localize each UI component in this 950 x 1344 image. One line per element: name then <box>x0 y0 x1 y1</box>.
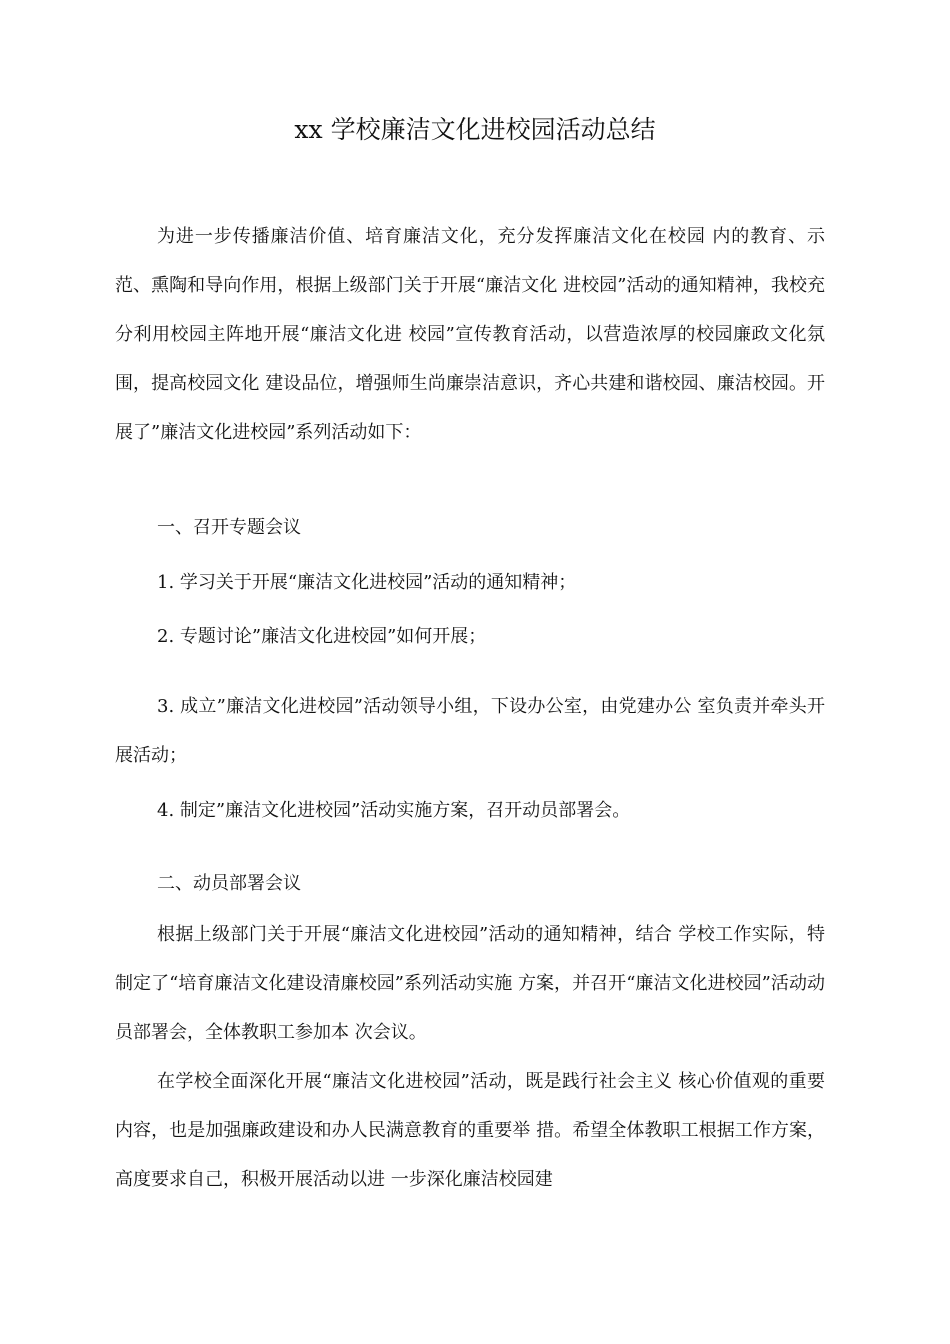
intro-paragraph: 为进一步传播廉洁价值、培育廉洁文化，充分发挥廉洁文化在校园 内的教育、示范、熏陶和导向作用，根据上级部门关于开展“廉洁文化 进校园”活动的通知精神，我校充分利用校园主阵地开展“廉洁文化进 校园”宣传教育活动，以营造浓厚的校园廉政文化氛围，提高校园文化 建设品位，增强师生尚廉崇洁意识，齐心共建和谐校园、廉洁校园。开 展了”廉洁文化进校园”系列活动如下： <box>115 226 825 443</box>
section2-paragraph-2: 在学校全面深化开展“廉洁文化进校园”活动，既是践行社会主义 核心价值观的重要内容，也是加强廉政建设和办人民满意教育的重要举 措。希望全体教职工根据工作方案，高度要求自己，积极开展活动以进 一步深化廉洁校园建 <box>115 1071 825 1190</box>
section1-item-1: 1. 学习关于开展“廉洁文化进校园”活动的通知精神； <box>157 572 577 593</box>
section2-heading: 二、动员部署会议 <box>157 873 301 894</box>
document-title: xx 学校廉洁文化进校园活动总结 <box>294 115 656 144</box>
section1-item-2: 2. 专题讨论”廉洁文化进校园”如何开展； <box>157 626 487 647</box>
section1-item-4: 4. 制定”廉洁文化进校园”活动实施方案，召开动员部署会。 <box>157 800 631 821</box>
section1-heading: 一、召开专题会议 <box>157 517 301 538</box>
section1-item-3: 3. 成立”廉洁文化进校园”活动领导小组，下设办公室，由党建办公 室负责并牵头开展活动； <box>115 696 825 766</box>
section2-paragraph-1: 根据上级部门关于开展“廉洁文化进校园”活动的通知精神，结合 学校工作实际，特制定了“培育廉洁文化建设清廉校园”系列活动实施 方案，并召开“廉洁文化进校园”活动动员部署会，全体教职工参加本 次会议。 <box>115 924 825 1043</box>
